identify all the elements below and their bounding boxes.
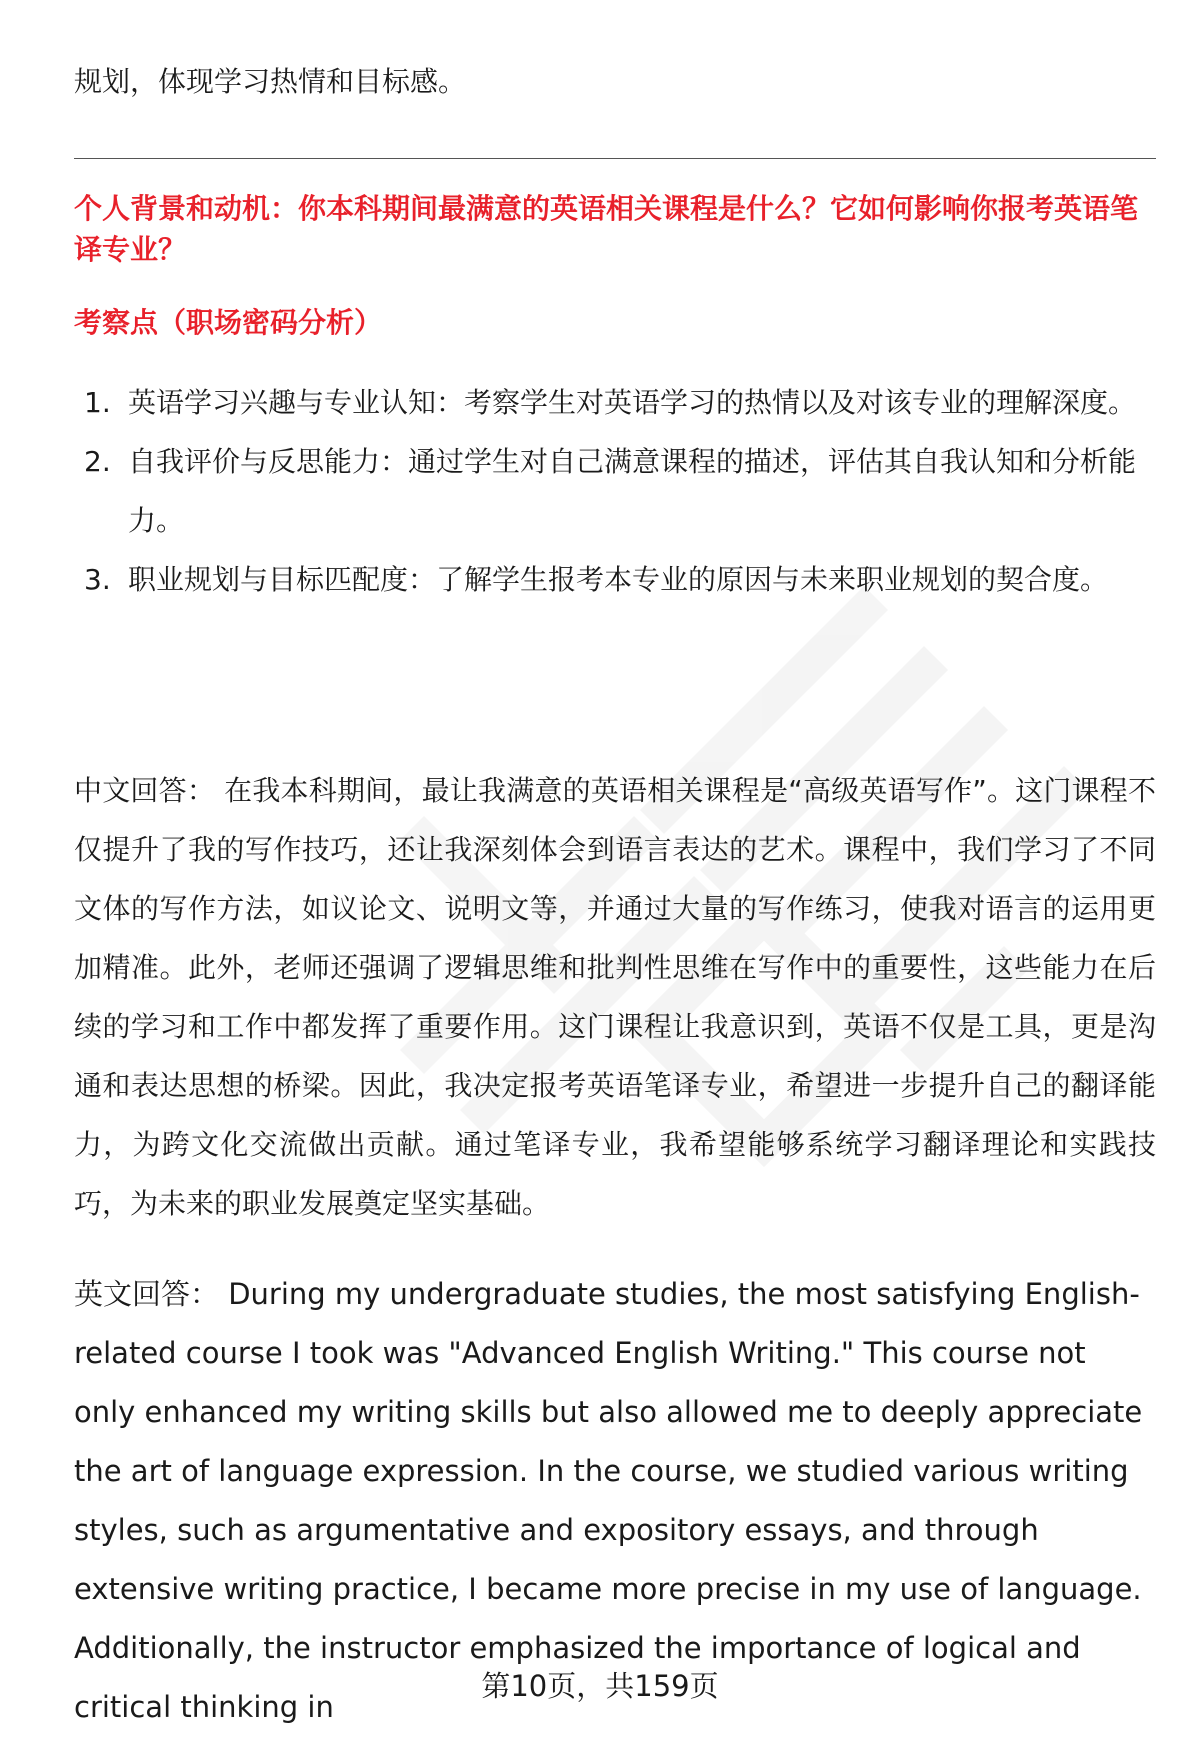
list-item-number: 2. [84, 445, 111, 478]
list-item-number: 3. [84, 563, 111, 596]
document-page [74, 0, 1156, 1755]
list-item [74, 432, 1156, 550]
section-divider [74, 158, 1156, 159]
page-number-footer: 第10页，共159页 [481, 1669, 719, 1703]
list-item-text: 英语学习兴趣与专业认知：考察学生对英语学习的热情以及对该专业的理解深度。 [128, 386, 1137, 419]
assessment-points-heading: 考察点（职场密码分析） [74, 306, 383, 339]
english-answer: 英文回答： During my undergraduate studies, the most satisfying English-related course I took was "Advanced English Writing." This course not only enhanced my writing skills but also allowed me to deeply appreciate the art of language expression. In the course, we studied various writing styles, such as argumentative and expository essays, and through extensive writing practice, I became more precise in my use of language. Additionally, the instructor emphasized the importance of logical and critical thinking in [74, 1277, 1143, 1724]
list-item-number: 1. [84, 386, 111, 419]
chinese-answer: 中文回答： 在我本科期间，最让我满意的英语相关课程是“高级英语写作”。这门课程不仅提升了我的写作技巧，还让我深刻体会到语言表达的艺术。课程中，我们学习了不同文体的写作方法，如议论文、说明文等，并通过大量的写作练习，使我对语言的运用更加精准。此外，老师还强调了逻辑思维和批判性思维在写作中的重要性，这些能力在后续的学习和工作中都发挥了重要作用。这门课程让我意识到，英语不仅是工具，更是沟通和表达思想的桥梁。因此，我决定报考英语笔译专业，希望进一步提升自己的翻译能力，为跨文化交流做出贡献。通过笔译专业，我希望能够系统学习翻译理论和实践技巧，为未来的职业发展奠定坚实基础。 [74, 774, 1156, 1220]
intro-text: 规划，体现学习热情和目标感。 [74, 65, 467, 98]
list-item-text: 职业规划与目标匹配度：了解学生报考本专业的原因与未来职业规划的契合度。 [128, 563, 1109, 596]
question-heading: 个人背景和动机：你本科期间最满意的英语相关课程是什么？它如何影响你报考英语笔译专业？ [74, 192, 1139, 266]
list-item [74, 373, 1156, 432]
list-item-text: 自我评价与反思能力：通过学生对自己满意课程的描述，评估其自我认知和分析能力。 [128, 445, 1137, 537]
assessment-points-list [74, 373, 1156, 609]
list-item [74, 550, 1156, 609]
